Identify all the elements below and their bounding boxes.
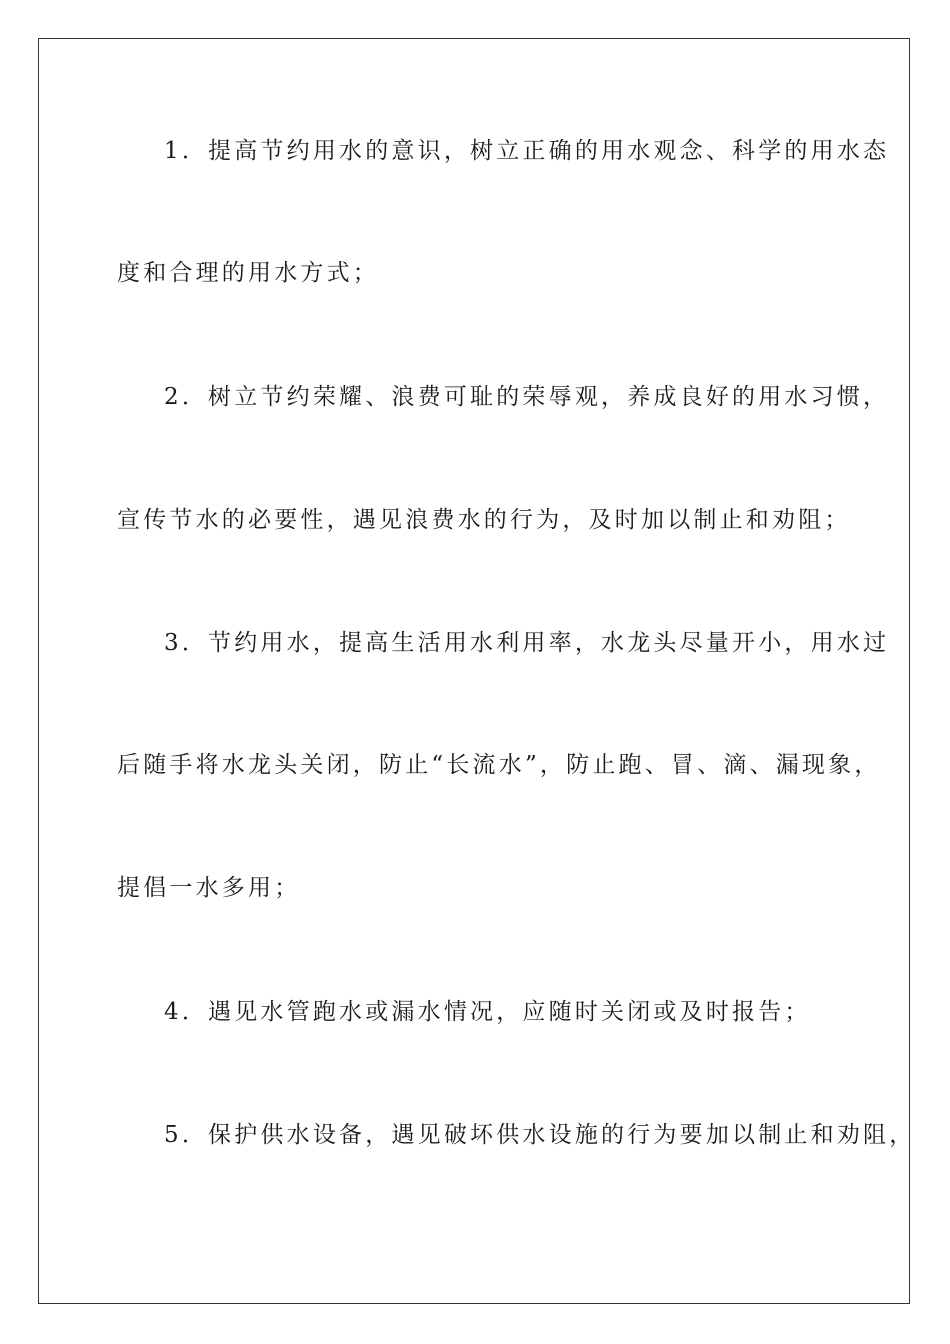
paragraph-3-line-2: 后随手将水龙头关闭，防止“长流水”，防止跑、冒、滴、漏现象， xyxy=(117,752,881,778)
paragraph-1-line-2: 度和合理的用水方式； xyxy=(117,260,379,286)
paragraph-2-line-1: 2．树立节约荣耀、浪费可耻的荣辱观，养成良好的用水习惯， xyxy=(164,384,890,410)
paragraph-3-line-1: 3．节约用水，提高生活用水利用率，水龙头尽量开小，用水过 xyxy=(164,630,890,656)
page-frame xyxy=(38,38,916,1304)
paragraph-3-line-3: 提倡一水多用； xyxy=(117,875,301,901)
paragraph-4-line-1: 4．遇见水管跑水或漏水情况，应随时关闭或及时报告； xyxy=(164,999,811,1025)
paragraph-1-line-1: 1．提高节约用水的意识，树立正确的用水观念、科学的用水态 xyxy=(164,138,890,164)
paragraph-5-line-1: 5．保护供水设备，遇见破坏供水设施的行为要加以制止和劝阻， xyxy=(164,1122,916,1148)
paragraph-2-line-2: 宣传节水的必要性，遇见浪费水的行为，及时加以制止和劝阻； xyxy=(117,507,851,533)
